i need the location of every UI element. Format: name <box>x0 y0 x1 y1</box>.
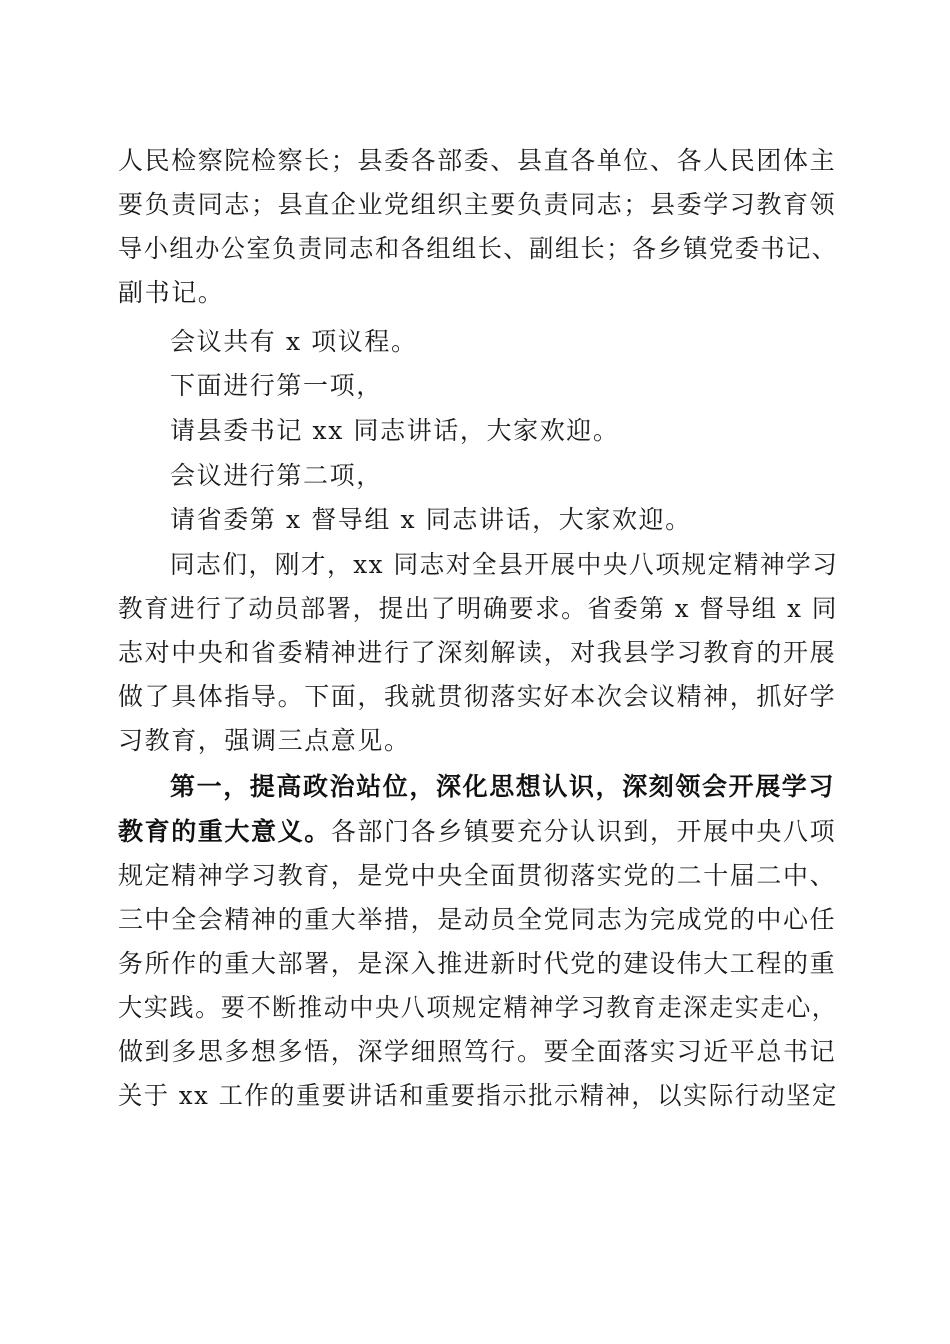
point-one-line: 关于 xx 工作的重要讲话和重要指示批示精神，以实际行动坚定 <box>118 1081 838 1110</box>
agenda-count-line: 会议共有 x 项议程。 <box>170 327 418 356</box>
text-line: 导小组办公室负责同志和各组组长、副组长；各乡镇党委书记、 <box>118 234 838 263</box>
text-line: 人民检察院检察长；县委各部委、县直各单位、各人民团体主 <box>118 146 837 175</box>
point-one-line: 规定精神学习教育，是党中央全面贯彻落实党的二十届二中、 <box>118 861 837 890</box>
text-line: 做了具体指导。下面，我就贯彻落实好本次会议精神，抓好学 <box>118 682 837 711</box>
agenda-item-line: 会议进行第二项， <box>170 461 383 490</box>
point-one-line: 务所作的重大部署，是深入推进新时代党的建设伟大工程的重 <box>118 949 837 978</box>
point-one-line: 三中全会精神的重大举措，是动员全党同志为完成党的中心任 <box>118 905 837 934</box>
point-one-line: 做到多思多想多悟，深学细照笃行。要全面落实习近平总书记 <box>118 1037 837 1066</box>
point-one-heading: 第一，提高政治站位，深化思想认识，深刻领会开展学习 <box>170 772 836 801</box>
text-line: 教育进行了动员部署，提出了明确要求。省委第 x 督导组 x 同 <box>118 594 838 623</box>
agenda-item-line: 请省委第 x 督导组 x 同志讲话，大家欢迎。 <box>170 505 692 534</box>
text-line: 副书记。 <box>118 278 225 307</box>
agenda-item-line: 请县委书记 xx 同志讲话，大家欢迎。 <box>170 416 620 445</box>
text-line: 志对中央和省委精神进行了深刻解读，对我县学习教育的开展 <box>118 638 837 667</box>
agenda-item-line: 下面进行第一项， <box>170 371 383 400</box>
text-line: 习教育，强调三点意见。 <box>118 726 411 755</box>
point-one-line: 大实践。要不断推动中央八项规定精神学习教育走深走实走心， <box>118 993 838 1022</box>
text-line: 要负责同志；县直企业党组织主要负责同志；县委学习教育领 <box>118 190 837 219</box>
point-one-line <box>118 810 838 854</box>
point-one-heading-end: 教育的重大意义。 <box>118 817 331 846</box>
point-one-text: 各部门各乡镇要充分认识到，开展中央八项 <box>330 817 837 846</box>
text-line: 同志们，刚才，xx 同志对全县开展中央八项规定精神学习 <box>170 550 839 579</box>
